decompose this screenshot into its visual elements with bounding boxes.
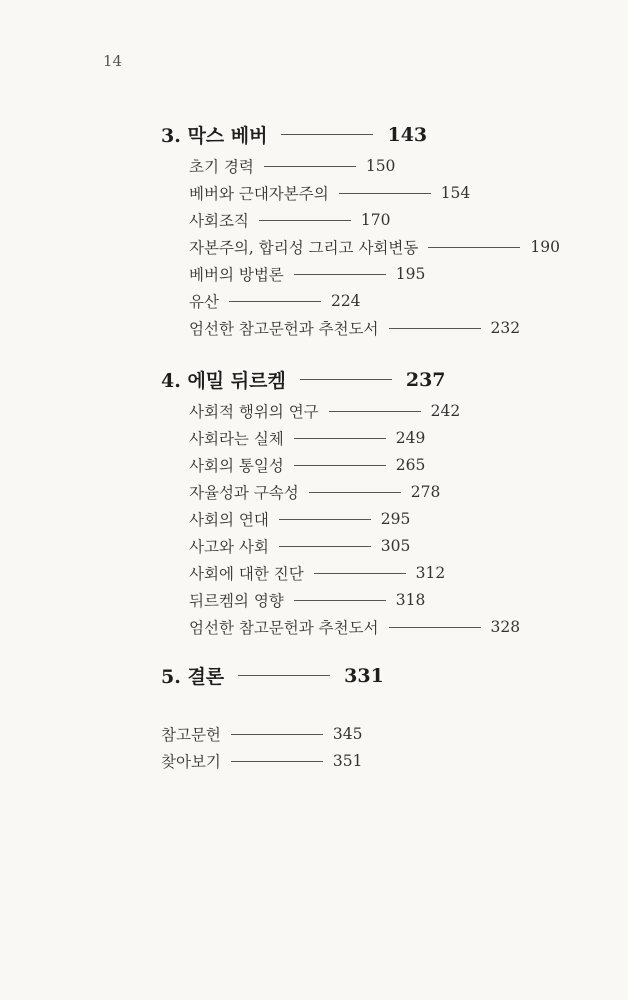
leader-line	[339, 193, 431, 194]
backmatter-page: 345	[332, 725, 363, 743]
section-page: 328	[490, 618, 521, 636]
leader-line	[281, 134, 373, 135]
section-page: 249	[395, 429, 426, 447]
toc-section	[189, 155, 395, 177]
page-number: 14	[103, 52, 123, 70]
section-title: 사고와 사회	[189, 538, 269, 556]
section-page: 170	[360, 211, 391, 229]
leader-line	[259, 220, 351, 221]
leader-line	[314, 573, 406, 574]
section-page: 224	[330, 292, 361, 310]
leader-line	[279, 546, 371, 547]
section-title: 초기 경력	[189, 158, 254, 176]
leader-line	[389, 627, 481, 628]
section-page: 295	[380, 510, 411, 528]
toc-section	[189, 182, 470, 204]
section-page: 318	[395, 591, 426, 609]
section-title: 베버와 근대자본주의	[189, 185, 329, 203]
toc-backmatter-index	[161, 750, 363, 772]
backmatter-title: 참고문헌	[161, 726, 221, 744]
section-title: 사회에 대한 진단	[189, 565, 304, 583]
toc-section	[189, 508, 410, 530]
section-title: 사회라는 실체	[189, 430, 284, 448]
section-title: 엄선한 참고문헌과 추천도서	[189, 320, 379, 338]
leader-line	[294, 600, 386, 601]
chapter-page: 331	[344, 664, 384, 687]
section-page: 278	[410, 483, 441, 501]
chapter-title: 5. 결론	[161, 666, 225, 688]
toc-section	[189, 562, 445, 584]
section-title: 뒤르켐의 영향	[189, 592, 284, 610]
leader-line	[238, 675, 330, 676]
section-title: 사회조직	[189, 212, 249, 230]
chapter-title: 4. 에밀 뒤르켐	[161, 370, 286, 392]
toc-chapter-4	[161, 366, 446, 393]
toc-chapter-5	[161, 662, 384, 689]
section-title: 유산	[189, 293, 219, 311]
chapter-title: 3. 막스 베버	[161, 125, 268, 147]
leader-line	[264, 166, 356, 167]
leader-line	[294, 274, 386, 275]
leader-line	[300, 379, 392, 380]
leader-line	[389, 328, 481, 329]
leader-line	[329, 411, 421, 412]
section-page: 154	[440, 184, 471, 202]
leader-line	[428, 247, 520, 248]
leader-line	[294, 438, 386, 439]
toc-chapter-3	[161, 121, 427, 148]
section-title: 자율성과 구속성	[189, 484, 299, 502]
leader-line	[294, 465, 386, 466]
toc-section	[189, 290, 361, 312]
section-title: 사회의 통일성	[189, 457, 284, 475]
toc-section	[189, 209, 391, 231]
leader-line	[279, 519, 371, 520]
leader-line	[309, 492, 401, 493]
toc-backmatter-references	[161, 723, 363, 745]
toc-section	[189, 616, 520, 638]
toc-section	[189, 535, 410, 557]
chapter-page: 143	[387, 123, 428, 146]
section-title: 사회의 연대	[189, 511, 269, 529]
section-page: 312	[415, 564, 446, 582]
backmatter-title: 찾아보기	[161, 753, 221, 771]
toc-section	[189, 454, 425, 476]
toc-section	[189, 400, 460, 422]
section-title: 베버의 방법론	[189, 266, 284, 284]
section-page: 190	[530, 238, 560, 256]
toc-section	[189, 317, 520, 339]
leader-line	[231, 734, 323, 735]
backmatter-page: 351	[332, 752, 363, 770]
toc-section	[189, 589, 425, 611]
leader-line	[229, 301, 321, 302]
section-title: 엄선한 참고문헌과 추천도서	[189, 619, 379, 637]
toc-section	[189, 263, 425, 285]
section-page: 150	[365, 157, 396, 175]
section-page: 232	[490, 319, 521, 337]
toc-section	[189, 236, 560, 258]
chapter-page: 237	[405, 368, 446, 391]
section-page: 305	[380, 537, 411, 555]
section-title: 사회적 행위의 연구	[189, 403, 319, 421]
leader-line	[231, 761, 323, 762]
section-page: 195	[395, 265, 426, 283]
toc-section	[189, 427, 425, 449]
section-page: 265	[395, 456, 426, 474]
section-title: 자본주의, 합리성 그리고 사회변동	[189, 239, 419, 257]
toc-section	[189, 481, 440, 503]
section-page: 242	[430, 402, 461, 420]
